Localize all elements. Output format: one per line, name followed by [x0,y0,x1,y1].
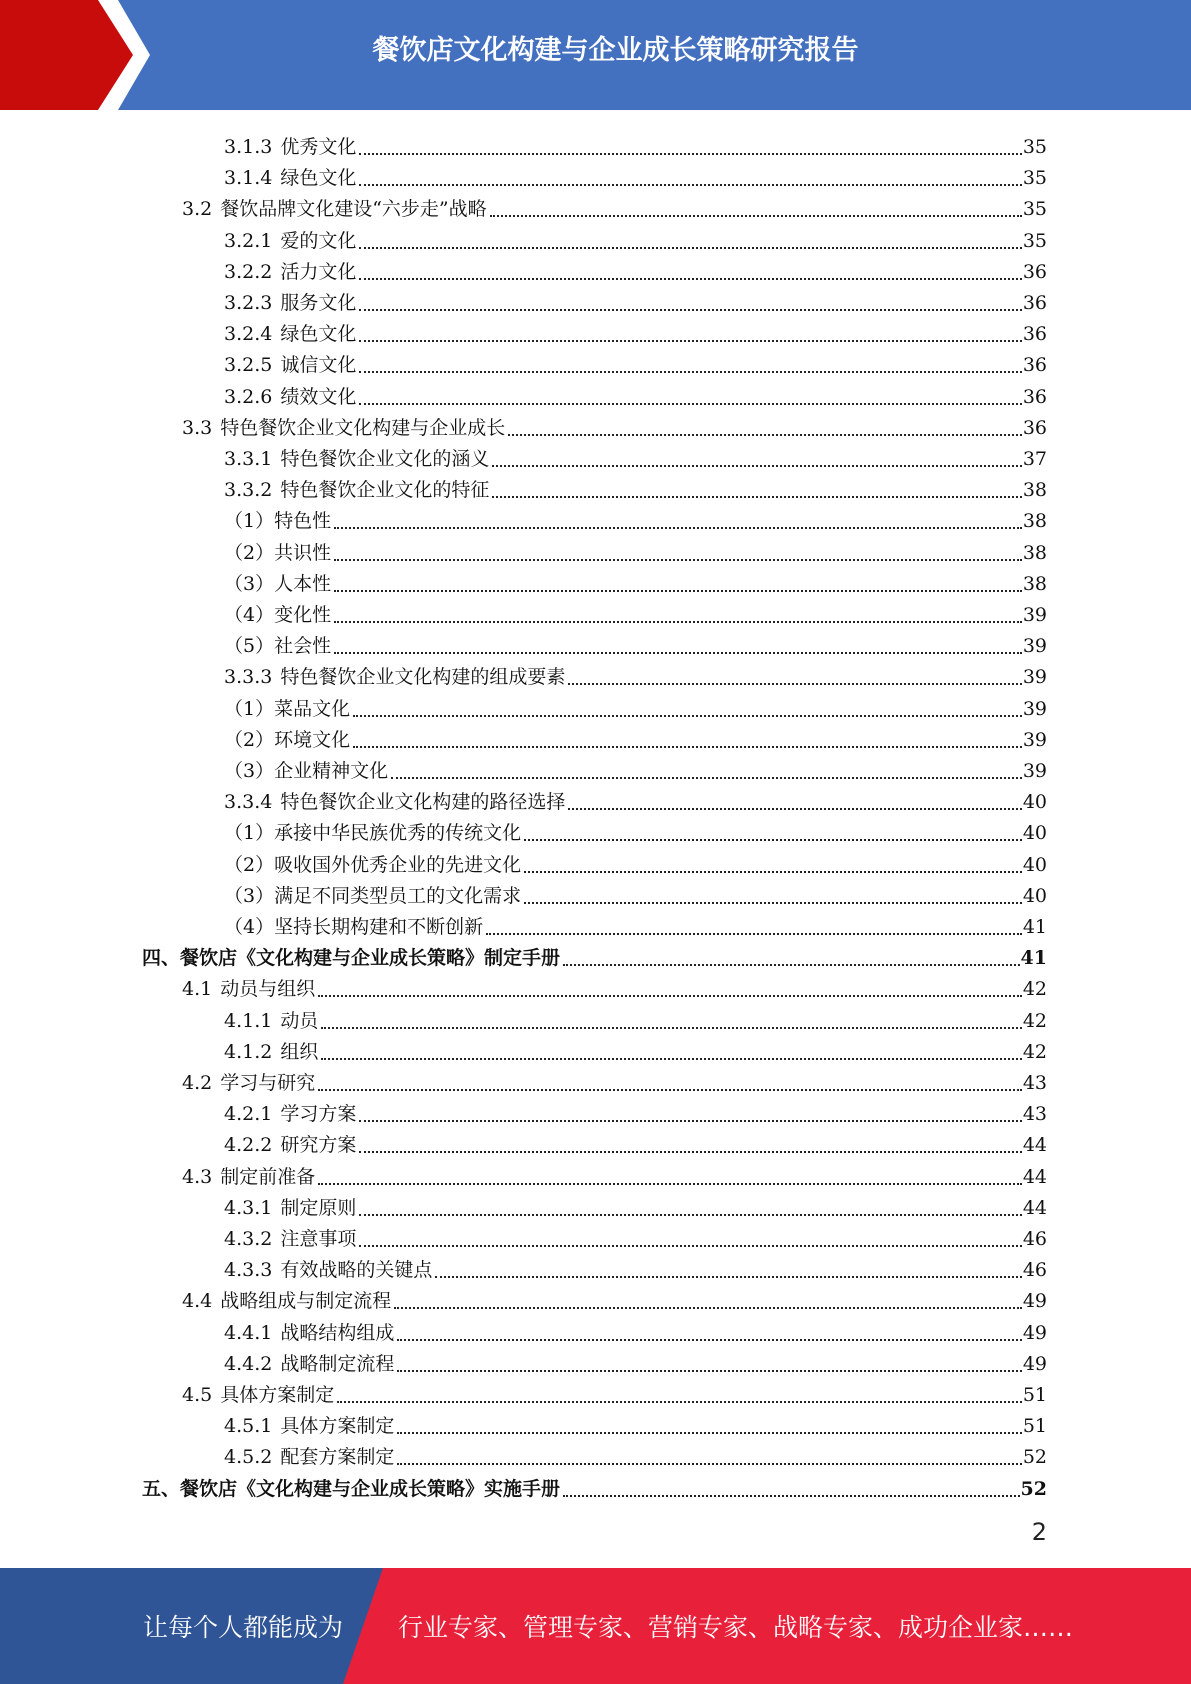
toc-entry-page: 44 [1022,1196,1047,1219]
toc-dot-leader [508,434,1022,436]
toc-entry-number: 3.3.3 [224,666,273,689]
toc-entry-number: （3） [224,760,275,782]
toc-dot-leader [359,309,1021,311]
toc-entry-title: 组织 [280,1040,319,1063]
toc-entry-title: 动员 [280,1009,319,1032]
toc-entry-title: 绩效文化 [280,385,357,408]
toc-dot-leader [334,559,1022,561]
toc-entry-page: 36 [1022,292,1047,314]
toc-dot-leader [486,933,1022,935]
toc-entry-title: 战略组成与制定流程 [220,1290,392,1313]
toc-entry-title: 企业精神文化 [274,760,389,782]
toc-entry-title: 有效战略的关键点 [280,1259,433,1282]
toc-entry-page: 51 [1022,1415,1047,1438]
toc-dot-leader [359,1214,1021,1216]
toc-entry[interactable] [224,783,1047,814]
toc-entry[interactable] [224,908,1047,939]
toc-entry-number: 3.2.4 [224,323,273,346]
toc-entry-number: 4.1 [182,978,213,1001]
toc-entry[interactable] [224,752,1047,783]
toc-entry[interactable] [182,1158,1047,1189]
toc-entry-title: 学习与研究 [220,1072,316,1094]
toc-entry-number: 五、 [142,1477,181,1500]
toc-entry[interactable] [224,1189,1047,1220]
toc-dot-leader [359,247,1021,249]
toc-entry[interactable] [224,596,1047,627]
toc-entry[interactable] [182,1282,1047,1313]
toc-entry[interactable] [224,284,1047,315]
toc-entry-number: 4.1.2 [224,1040,273,1063]
toc-entry-page: 43 [1022,1072,1047,1094]
toc-entry-page: 38 [1022,510,1047,533]
toc-dot-leader [353,715,1022,717]
toc-entry[interactable] [224,846,1047,877]
footer-slogan-left: 让每个人都能成为 [143,1613,344,1642]
toc-dot-leader [359,184,1021,186]
toc-entry-title: 爱的文化 [280,229,357,252]
toc-dot-leader [391,777,1022,779]
toc-dot-leader [334,621,1022,623]
toc-entry-title: 共识性 [274,541,332,564]
toc-entry[interactable] [224,346,1047,377]
toc-dot-leader [318,995,1022,997]
toc-entry[interactable] [224,315,1047,346]
toc-entry-title: 配套方案制定 [280,1446,395,1469]
toc-entry-title: 研究方案 [280,1134,357,1157]
toc-entry-title: 特色餐饮企业文化的特征 [280,479,490,502]
toc-entry-number: 4.3.3 [224,1259,273,1282]
toc-dot-leader [524,839,1022,841]
toc-entry-page: 38 [1022,479,1047,502]
toc-entry-page: 36 [1022,323,1047,346]
toc-entry-title: 特色餐饮企业文化构建的路径选择 [280,791,566,814]
toc-entry[interactable] [224,1033,1047,1064]
toc-entry-number: 4.3 [182,1165,213,1188]
toc-entry[interactable] [224,721,1047,752]
toc-entry-page: 36 [1022,385,1047,408]
toc-entry[interactable] [224,1126,1047,1157]
toc-entry-number: 4.2.1 [224,1103,273,1126]
toc-entry[interactable] [224,440,1047,471]
toc-dot-leader [359,278,1021,280]
toc-dot-leader [318,1089,1022,1091]
toc-entry-page: 39 [1022,697,1047,720]
toc-entry-title: 具体方案制定 [280,1415,395,1438]
toc-entry[interactable] [224,128,1047,159]
toc-dot-leader [490,215,1022,217]
toc-entry-page: 42 [1022,1040,1047,1063]
toc-entry[interactable] [224,502,1047,533]
toc-dot-leader [359,340,1021,342]
toc-entry-page: 39 [1022,635,1047,658]
toc-entry-number: 4.5 [182,1384,213,1406]
toc-entry-title: 制定原则 [280,1196,357,1219]
toc-entry-page: 42 [1022,978,1047,1001]
toc-entry[interactable] [224,1314,1047,1345]
toc-entry-page: 52 [1022,1446,1047,1469]
toc-entry-title: 承接中华民族优秀的传统文化 [274,822,522,845]
toc-entry-number: 3.2.6 [224,385,273,408]
toc-entry-page: 40 [1022,791,1047,814]
toc-entry-page: 36 [1022,260,1047,283]
toc-entry-page: 49 [1022,1290,1047,1313]
toc-entry-page: 40 [1022,884,1047,907]
toc-dot-leader [334,527,1022,529]
toc-entry-title: 制定前准备 [220,1165,316,1188]
toc-entry-page: 41 [1022,916,1047,938]
toc-entry-number: 3.3.4 [224,791,273,814]
toc-entry-number: 3.3 [182,416,213,439]
toc-entry-title: 学习方案 [280,1103,357,1126]
toc-entry-title: 具体方案制定 [220,1384,335,1406]
toc-entry-title: 绿色文化 [280,323,357,346]
toc-entry[interactable] [224,1002,1047,1033]
toc-entry-page: 39 [1022,728,1047,751]
toc-dot-leader [492,496,1021,498]
toc-entry[interactable] [224,1345,1047,1376]
toc-entry-title: 坚持长期构建和不断创新 [274,916,484,938]
toc-entry[interactable] [224,534,1047,565]
toc-entry-number: （1） [224,822,275,845]
report-title: 餐饮店文化构建与企业成长策略研究报告 [372,35,859,66]
page-header [0,0,1191,110]
toc-entry-title: 变化性 [274,604,332,626]
toc-dot-leader [353,746,1022,748]
toc-entry-title: 餐饮店《文化构建与企业成长策略》实施手册 [180,1477,561,1500]
toc-entry-page: 37 [1022,448,1047,470]
toc-entry[interactable] [224,814,1047,845]
toc-entry[interactable] [142,939,1047,970]
toc-entry-number: 4.3.2 [224,1228,273,1250]
toc-entry-number: 3.3.1 [224,448,273,470]
toc-entry[interactable] [224,1095,1047,1126]
toc-entry-title: 满足不同类型员工的文化需求 [274,884,522,907]
toc-entry-page: 35 [1022,198,1047,221]
toc-entry-number: 3.2.5 [224,354,273,377]
toc-entry[interactable] [142,1470,1047,1501]
toc-entry[interactable] [182,970,1047,1001]
toc-entry[interactable] [224,159,1047,190]
toc-dot-leader [397,1463,1021,1465]
toc-dot-leader [397,1432,1021,1434]
toc-entry-page: 39 [1022,604,1047,626]
toc-dot-leader [321,1027,1021,1029]
toc-entry[interactable] [224,222,1047,253]
toc-entry-page: 51 [1022,1384,1047,1406]
toc-entry[interactable] [224,1251,1047,1282]
toc-entry-title: 特色餐饮企业文化构建的组成要素 [280,666,566,689]
toc-entry[interactable] [224,378,1047,409]
toc-entry-page: 49 [1022,1321,1047,1344]
toc-dot-leader [337,1401,1022,1403]
toc-entry-number: （3） [224,572,275,595]
toc-entry-page: 44 [1022,1165,1047,1188]
toc-entry[interactable] [224,690,1047,721]
toc-entry[interactable] [182,190,1047,221]
toc-entry-title: 餐饮店《文化构建与企业成长策略》制定手册 [180,947,561,970]
toc-entry-number: （3） [224,884,275,907]
footer-slogan-right: 行业专家、管理专家、营销专家、战略专家、成功企业家…… [398,1613,1074,1642]
toc-entry-page: 43 [1022,1103,1047,1126]
toc-entry-page: 52 [1020,1477,1047,1500]
toc-entry-page: 41 [1020,947,1047,970]
toc-dot-leader [524,871,1022,873]
toc-entry-number: （1） [224,510,275,533]
toc-entry-number: 4.1.1 [224,1009,273,1032]
toc-entry-page: 38 [1022,572,1047,595]
toc-entry-number: 3.2.1 [224,229,273,252]
toc-entry-number: （1） [224,697,275,720]
toc-entry-page: 35 [1022,136,1047,158]
toc-entry-number: 3.2.3 [224,292,273,314]
page-footer [0,1568,1191,1684]
toc-entry-number: （2） [224,541,275,564]
toc-entry-number: 4.4 [182,1290,213,1313]
toc-entry[interactable] [182,1064,1047,1095]
toc-dot-leader [435,1276,1021,1278]
toc-entry-number: 4.3.1 [224,1196,273,1219]
toc-entry-title: 环境文化 [274,728,351,751]
toc-entry-title: 社会性 [274,635,332,658]
toc-entry[interactable] [224,658,1047,689]
toc-entry[interactable] [224,1407,1047,1438]
toc-entry-page: 38 [1022,541,1047,564]
toc-entry-number: 4.2 [182,1072,213,1094]
toc-dot-leader [359,1120,1021,1122]
toc-entry-page: 35 [1022,167,1047,190]
toc-entry[interactable] [224,1438,1047,1469]
toc-dot-leader [334,590,1022,592]
toc-entry-number: 4.2.2 [224,1134,273,1157]
toc-entry-page: 39 [1022,666,1047,689]
page-number: 2 [1031,1518,1047,1546]
toc-dot-leader [397,1370,1021,1372]
toc-dot-leader [524,902,1022,904]
toc-entry-page: 35 [1022,229,1047,252]
toc-entry-title: 特色餐饮企业文化的涵义 [280,448,490,470]
toc-entry-number: 4.4.2 [224,1352,273,1375]
toc-dot-leader [568,683,1021,685]
toc-dot-leader [359,371,1021,373]
toc-entry-number: 4.5.2 [224,1446,273,1469]
toc-dot-leader [334,652,1022,654]
toc-dot-leader [563,1495,1020,1497]
toc-entry-title: 人本性 [274,572,332,595]
toc-entry-page: 36 [1022,416,1047,439]
toc-entry-page: 39 [1022,760,1047,782]
toc-entry-number: 3.2 [182,198,213,221]
toc-entry-title: 菜品文化 [274,697,351,720]
toc-entry[interactable] [224,565,1047,596]
toc-entry[interactable] [224,471,1047,502]
toc-entry-title: 绿色文化 [280,167,357,190]
toc-entry-title: 餐饮品牌文化建设“六步走”战略 [220,198,487,221]
toc-dot-leader [321,1058,1021,1060]
toc-entry-page: 40 [1022,853,1047,876]
toc-dot-leader [359,1151,1021,1153]
toc-entry-number: 3.3.2 [224,479,273,502]
toc-entry-number: （5） [224,635,275,658]
toc-entry[interactable] [182,1376,1047,1407]
toc-entry-number: 4.4.1 [224,1321,273,1344]
toc-entry-page: 49 [1022,1352,1047,1375]
toc-entry-number: （2） [224,853,275,876]
toc-entry-number: 四、 [142,947,181,970]
toc-dot-leader [359,1245,1021,1247]
toc-entry[interactable] [224,627,1047,658]
toc-dot-leader [394,1307,1022,1309]
toc-entry-title: 战略制定流程 [280,1352,395,1375]
toc-entry[interactable] [224,1220,1047,1251]
toc-entry-title: 动员与组织 [220,978,316,1001]
toc-entry-page: 44 [1022,1134,1047,1157]
toc-entry-number: （2） [224,728,275,751]
toc-dot-leader [359,153,1021,155]
toc-entry-title: 特色餐饮企业文化构建与企业成长 [220,416,506,439]
toc-entry-page: 40 [1022,822,1047,845]
toc-dot-leader [359,403,1021,405]
toc-dot-leader [397,1339,1021,1341]
toc-dot-leader [563,964,1020,966]
toc-entry-page: 46 [1022,1259,1047,1282]
toc-entry-title: 优秀文化 [280,136,357,158]
toc-entry-number: 3.1.4 [224,167,273,190]
toc-entry-number: 4.5.1 [224,1415,273,1438]
toc-entry[interactable] [182,409,1047,440]
toc-entry-number: 3.2.2 [224,260,273,283]
toc-dot-leader [568,808,1021,810]
toc-entry-title: 活力文化 [280,260,357,283]
toc-entry-title: 服务文化 [280,292,357,314]
toc-entry-page: 46 [1022,1228,1047,1250]
toc-entry-page: 36 [1022,354,1047,377]
toc-entry-number: （4） [224,604,275,626]
toc-entry-number: （4） [224,916,275,938]
toc-entry-title: 注意事项 [280,1228,357,1250]
toc-dot-leader [492,465,1021,467]
toc-entry[interactable] [224,253,1047,284]
toc-entry-number: 3.1.3 [224,136,273,158]
toc-entry-title: 诚信文化 [280,354,357,377]
toc-dot-leader [318,1183,1022,1185]
toc-entry-title: 战略结构组成 [280,1321,395,1344]
toc-entry-title: 特色性 [274,510,332,533]
toc-entry-page: 42 [1022,1009,1047,1032]
toc-entry-title: 吸收国外优秀企业的先进文化 [274,853,522,876]
toc-entry[interactable] [224,877,1047,908]
